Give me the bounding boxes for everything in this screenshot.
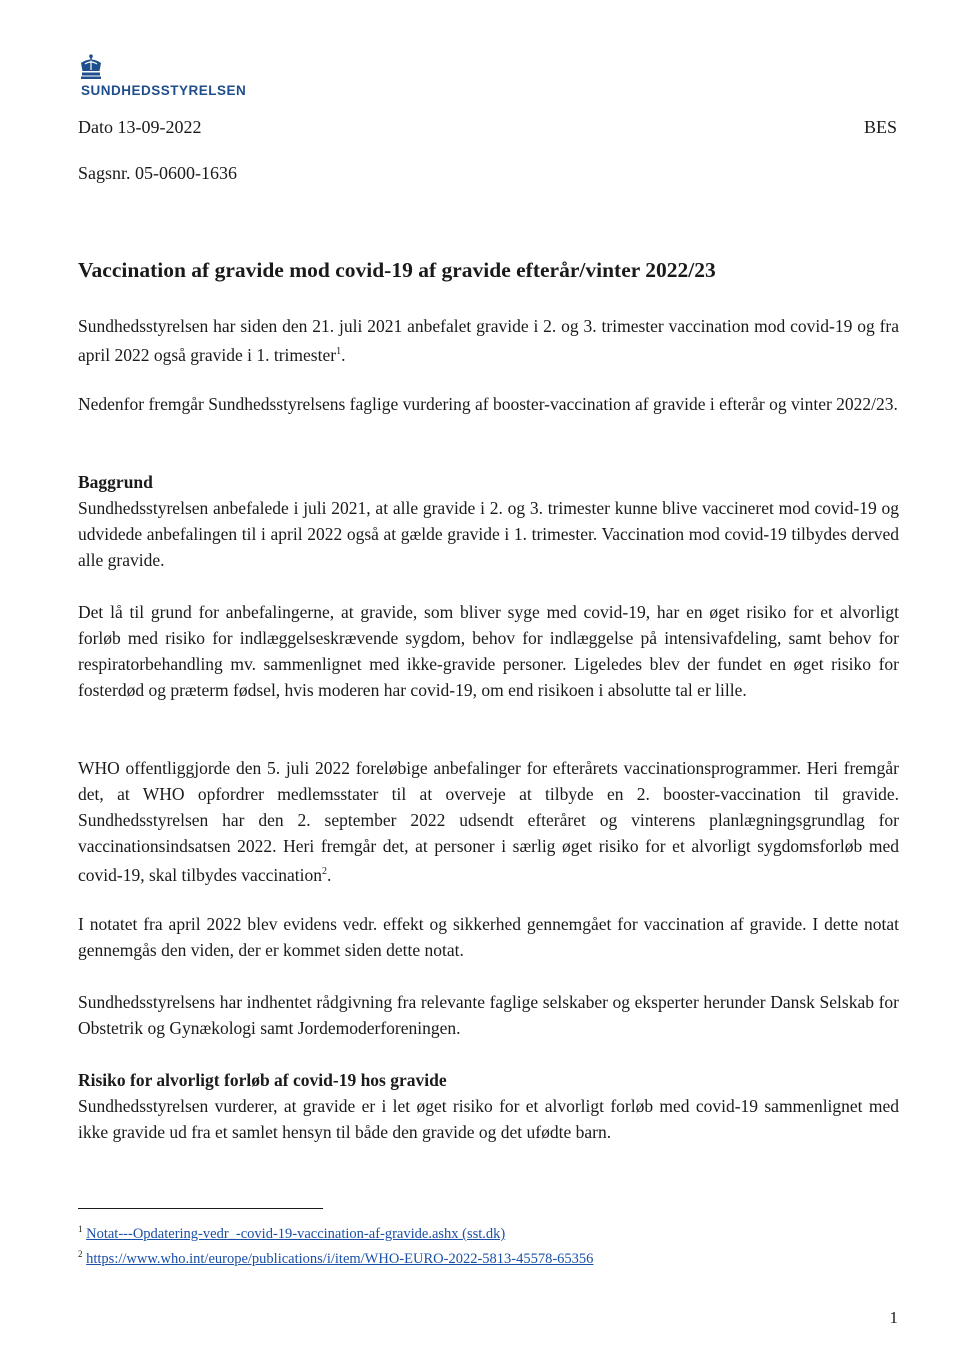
paragraph-risk-basis: Det lå til grund for anbefalingerne, at gravide, som bliver syge med covid-19, har en øget risiko for et alvorligt forløb med risiko for indlæggelseskrævende sygdom, behov for indlæggelse på intensivafdeling, samt behov for respiratorbehandling mv. sammenlignet med ikke-gravide personer. Ligeledes blev der fundet en øget risiko for fosterdød og præterm fødsel, hvis moderen har covid-19, om end risikoen i absolutte tal er lille. <box>78 602 899 700</box>
paragraph-background: Sundhedsstyrelsen anbefalede i juli 2021, at alle gravide i 2. og 3. trimester kunne blive vaccineret mod covid-19 og udvidede anbefalingen til i april 2022 også at gælde gravide i 1. trimester. Vaccination mod covid-19 tilbydes derved alle gravide. <box>78 498 899 570</box>
footnote-ref-2[interactable]: 2 <box>321 866 327 877</box>
case-number: Sagsnr. 05-0600-1636 <box>78 163 237 183</box>
page-number: 1 <box>889 1308 898 1327</box>
footnote-ref-1[interactable]: 1 <box>336 346 342 357</box>
logo-text: SUNDHEDSSTYRELSEN <box>81 83 247 98</box>
paragraph-intro-end: . <box>341 344 346 365</box>
paragraph-who-end: . <box>326 864 332 885</box>
footnote-2-number: 2 <box>78 1249 83 1259</box>
paragraph-intro <box>78 313 899 368</box>
section-heading-baggrund: Baggrund <box>78 472 153 492</box>
footnote-1 <box>78 1220 505 1243</box>
paragraph-risk-assessment: Sundhedsstyrelsen vurderer, at gravide er i let øget risiko for et alvorligt forløb med covid-19 sammenlignet med ikke gravide ud fra et samlet hensyn til både den gravide og det ufødte barn. <box>78 1096 899 1142</box>
footnote-1-link[interactable]: Notat---Opdatering-vedr_-covid-19-vaccination-af-gravide.ashx (sst.dk) <box>86 1225 506 1242</box>
section-heading-risk: Risiko for alvorligt forløb af covid-19 hos gravide <box>78 1070 447 1090</box>
paragraph-consultation: Sundhedsstyrelsens har indhentet rådgivning fra relevante faglige selskaber og eksperter herunder Dansk Selskab for Obstetrik og Gynækologi samt Jordemoderforeningen. <box>78 992 899 1038</box>
paragraph-evidence: I notatet fra april 2022 blev evidens vedr. effekt og sikkerhed gennemgået for vaccination af gravide. I dette notat gennemgås den viden, der er kommet siden dette notat. <box>78 914 899 960</box>
document-title: Vaccination af gravide mod covid-19 af gravide efterår/vinter 2022/23 <box>78 258 716 282</box>
footnote-2 <box>78 1245 593 1268</box>
footnote-2-link[interactable]: https://www.who.int/europe/publications/i/item/WHO-EURO-2022-5813-45578-65356 <box>86 1250 594 1267</box>
author-initials: BES <box>863 117 897 137</box>
document-date: Dato 13-09-2022 <box>78 117 202 137</box>
footnote-divider <box>78 1208 323 1209</box>
crown-icon <box>78 54 104 80</box>
paragraph-intro-text: Sundhedsstyrelsen har siden den 21. juli 2021 anbefalet gravide i 2. og 3. trimester vaccination mod covid-19 og fra april 2022 også gravide i 1. trimester <box>78 316 899 365</box>
paragraph-overview: Nedenfor fremgår Sundhedsstyrelsens faglige vurdering af booster-vaccination af gravide i efterår og vinter 2022/23. <box>78 394 898 414</box>
paragraph-who-text: WHO offentliggjorde den 5. juli 2022 foreløbige anbefalinger for efterårets vaccinationsprogrammer. Heri fremgår det, at WHO opfordrer medlemsstater til at overveje at tilbyde en 2. booster-vaccination til gravide. Sundhedsstyrelsen har den 2. september 2022 udsendt efteråret og vinterens planlægningsgrundlag for vaccinationsindsatsen 2022. Heri fremgår det, at personer i særlig øget risiko for et alvorligt sygdomsforløb med covid-19, skal tilbydes vaccination <box>78 758 899 885</box>
footnote-1-number: 1 <box>78 1224 83 1234</box>
paragraph-who <box>78 755 899 888</box>
